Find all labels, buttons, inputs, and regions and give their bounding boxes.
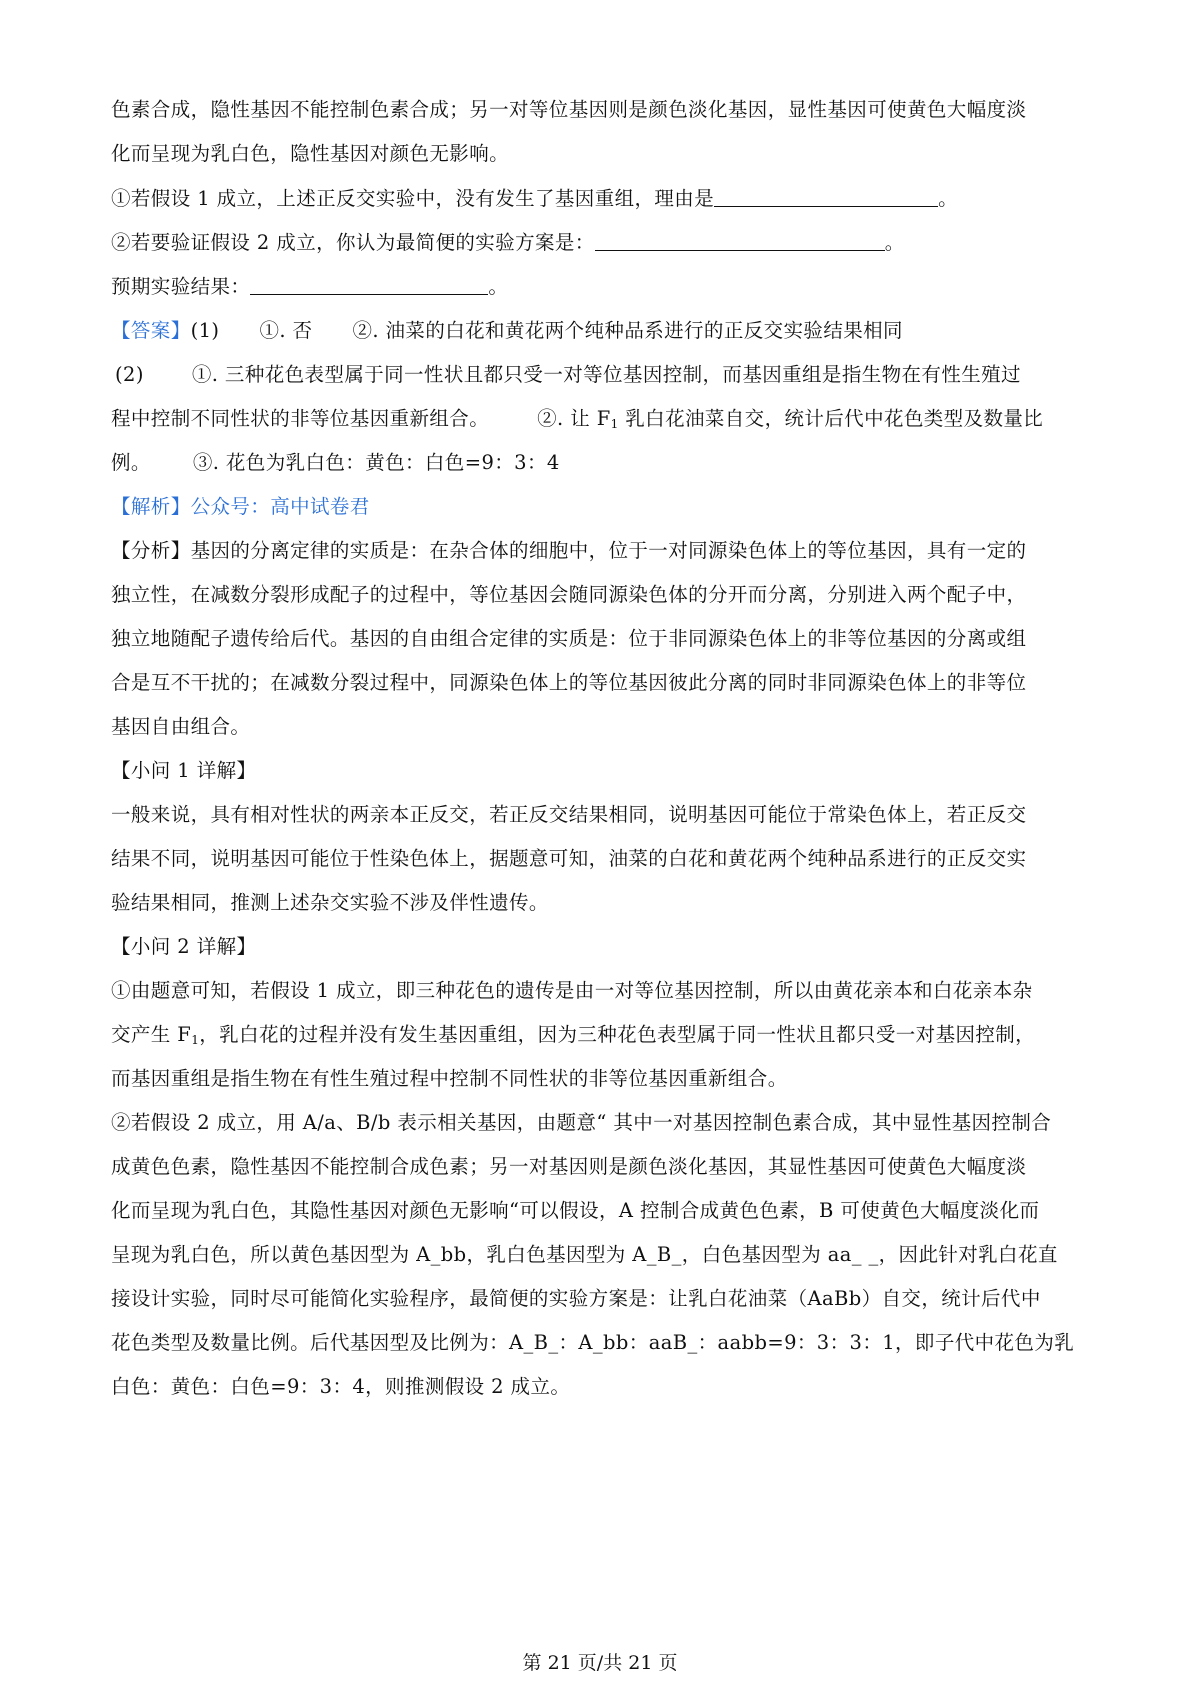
section-heading: 【小问 1 详解】 [111,759,257,782]
answer-item: ②. 让 F [537,407,611,430]
answer-blank[interactable] [714,188,938,207]
text-line: 白色：黄色：白色=9：3：4，则推测假设 2 成立。 [111,1375,571,1398]
answer-part-label: (2) [115,363,144,386]
question-text: 预期实验结果： [111,275,251,298]
text-line: ②若假设 2 成立，用 A/a、B/b 表示相关基因，由题意“ 其中一对基因控制色素合成，其中显性基因控制合 [111,1111,1052,1134]
text-fragment: 交产生 F [111,1023,192,1046]
question-line-2 [111,227,905,255]
answer-tag: 【答案】 [111,319,191,342]
question-text: ①若假设 1 成立，上述正反交实验中，没有发生了基因重组，理由是 [111,187,715,210]
text-line: 结果不同，说明基因可能位于性染色体上，据题意可知，油菜的白花和黄花两个纯种品系进行的正反交实 [111,847,1027,870]
subscript: 1 [191,1033,200,1047]
answer-item: ①. 三种花色表型属于同一性状且都只受一对等位基因控制，而基因重组是指生物在有性生殖过 [191,363,1021,386]
subscript: 1 [610,417,619,431]
period: 。 [938,187,959,210]
answer-item: 例。 [111,451,151,474]
text-line: ①由题意可知，若假设 1 成立，即三种花色的遗传是由一对等位基因控制，所以由黄花亲本和白花亲本杂 [111,979,1033,1002]
answer-line-1 [111,315,903,343]
page-footer: 第 21 页/共 21 页 [522,1652,678,1674]
answer-blank[interactable] [595,232,885,251]
question-line-3 [111,271,508,299]
answer-line-3 [111,403,1043,431]
answer-item: ②. 油菜的白花和黄花两个纯种品系进行的正反交实验结果相同 [352,319,903,342]
text-line: 基因自由组合。 [111,715,251,738]
question-line-1 [111,183,958,211]
answer-item: 乳白花油菜自交，统计后代中花色类型及数量比 [618,407,1044,430]
text-line: 而基因重组是指生物在有性生殖过程中控制不同性状的非等位基因重新组合。 [111,1067,788,1090]
text-line: 色素合成，隐性基因不能控制色素合成；另一对等位基因则是颜色淡化基因，显性基因可使黄色大幅度淡 [111,98,1027,121]
period: 。 [884,231,905,254]
answer-line-2 [115,359,1021,387]
text-line: 验结果相同，推测上述杂交实验不涉及伴性遗传。 [111,891,549,914]
text-fragment: ，乳白花的过程并没有发生基因重组，因为三种花色表型属于同一性状且都只受一对基因控制， [199,1023,1036,1046]
period: 。 [488,275,509,298]
question-text: ②若要验证假设 2 成立，你认为最简便的实验方案是： [111,231,595,254]
text-line: 一般来说，具有相对性状的两亲本正反交，若正反交结果相同，说明基因可能位于常染色体上，若正反交 [111,803,1027,826]
answer-blank[interactable] [250,276,488,295]
text-line: 化而呈现为乳白色，隐性基因对颜色无影响。 [111,142,510,165]
answer-item: 程中控制不同性状的非等位基因重新组合。 [111,407,490,430]
text-line: 独立地随配子遗传给后代。基因的自由组合定律的实质是：位于非同源染色体上的非等位基因的分离或组 [111,627,1027,650]
analysis-tag: 【解析】公众号：高中试卷君 [111,495,370,518]
text-line: 独立性，在减数分裂形成配子的过程中，等位基因会随同源染色体的分开而分离，分别进入两个配子中， [111,583,1027,606]
text-line: 花色类型及数量比例。后代基因型及比例为：A_B_：A_bb：aaB_：aabb=9：3：3：1，即子代中花色为乳 [111,1331,1075,1354]
answer-part-label: (1) [190,319,220,342]
section-heading: 【小问 2 详解】 [111,935,257,958]
answer-line-4 [111,447,560,475]
text-line [111,1019,1035,1047]
text-line: 呈现为乳白色，所以黄色基因型为 A_bb，乳白色基因型为 A_B_，白色基因型为 aa_ _，因此针对乳白花直 [111,1243,1058,1266]
text-line: 化而呈现为乳白色，其隐性基因对颜色无影响“可以假设，A 控制合成黄色色素，B 可使黄色大幅度淡化而 [111,1199,1040,1222]
answer-item: ①. 否 [259,319,313,342]
text-line: 合是互不干扰的；在减数分裂过程中，同源染色体上的等位基因彼此分离的同时非同源染色体上的非等位 [111,671,1027,694]
answer-item: ③. 花色为乳白色：黄色：白色=9：3：4 [192,451,560,474]
text-line: 【分析】基因的分离定律的实质是：在杂合体的细胞中，位于一对同源染色体上的等位基因，具有一定的 [111,539,1027,562]
text-line: 成黄色色素，隐性基因不能控制合成色素；另一对基因则是颜色淡化基因，其显性基因可使黄色大幅度淡 [111,1155,1027,1178]
text-line: 接设计实验，同时尽可能简化实验程序，最简便的实验方案是：让乳白花油菜（AaBb）自交，统计后代中 [111,1287,1041,1310]
